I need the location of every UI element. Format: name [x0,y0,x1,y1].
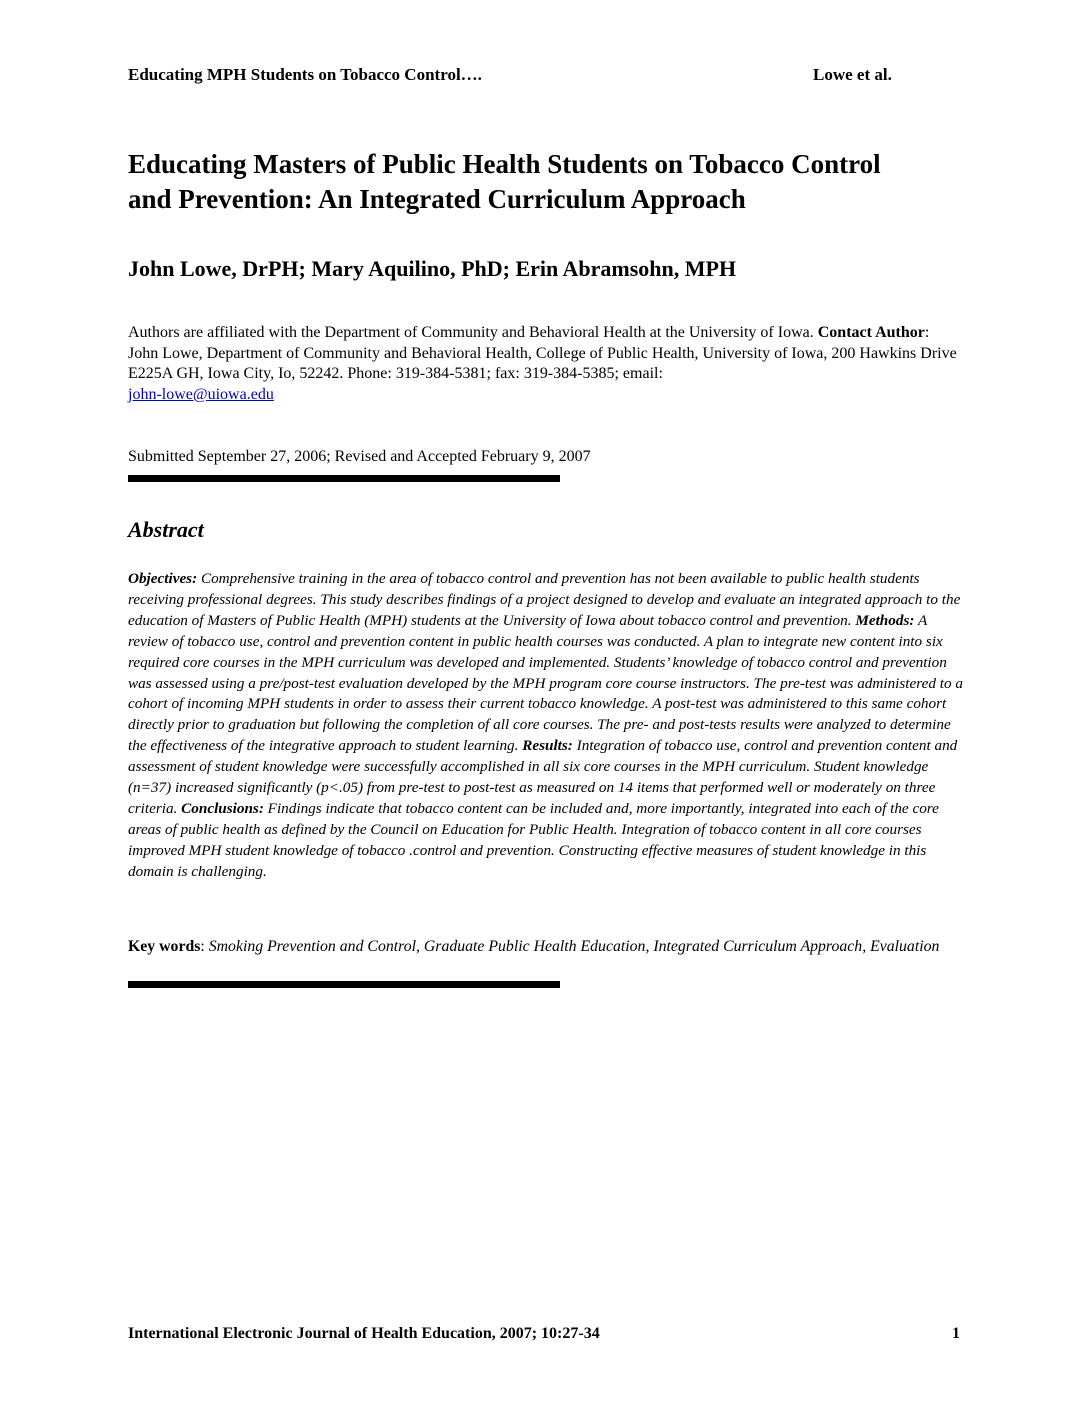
divider-rule-bottom [128,981,560,988]
paper-title-line-1: Educating Masters of Public Health Students on Tobacco Control [128,149,881,179]
conclusions-text: Findings indicate that tobacco content can be included and, more importantly, integrated into each of the core areas of public health as defined by the Council on Education for Public Health. Integration of tobacco content in all core courses improved MPH student knowledge of tobacco .control and prevention. Constructing effective measures of student knowledge in this domain is challenging. [128,799,939,880]
methods-text: A review of tobacco use, control and prevention content in public health courses was conducted. A plan to integrate new content into six required core courses in the MPH curriculum was developed and implemented. Students’ knowledge of tobacco control and prevention was assessed using a pre/post-test evaluation developed by the MPH program core course instructors. The pre-test was administered to a cohort of incoming MPH students in order to assess their current tobacco knowledge. A post-test was administered to this same cohort directly prior to graduation but following the completion of all core courses. The pre- and post-tests results were analyzed to determine the effectiveness of the integrative approach to student learning. [128,611,963,755]
affiliation-block [128,323,958,405]
objectives-label: Objectives: [128,570,198,587]
methods-label: Methods: [855,611,915,629]
submission-dates: Submitted September 27, 2006; Revised and Accepted February 9, 2007 [128,448,591,465]
keywords-separator: : [200,938,209,955]
contact-author-label: Contact Author [817,324,925,341]
keywords-label: Key words [128,938,201,955]
running-header-title: Educating MPH Students on Tobacco Control…. [128,65,482,84]
conclusions-label: Conclusions: [181,799,264,817]
abstract-body [128,569,968,883]
running-header-authors: Lowe et al. [813,65,892,84]
paper-title [128,147,988,217]
email-link[interactable]: john-lowe@uiowa.edu [128,385,274,403]
contact-author-text: : John Lowe, Department of Community and Behavioral Health, College of Public Health, University of Iowa, 200 Hawkins Drive E225A GH, Iowa City, Io, 52242. Phone: 319-384-5381; fax: 319-384-5385; email: [128,324,957,382]
objectives-text: Comprehensive training in the area of tobacco control and prevention has not been available to public health students receiving professional degrees. This study describes findings of a project designed to develop and evaluate an integrated approach to the education of Masters of Public Health (MPH) students at the University of Iowa about tobacco control and prevention. [128,570,961,629]
results-text: Integration of tobacco use, control and prevention content and assessment of student knowledge were successfully accomplished in all six core courses in the MPH curriculum. Student knowledge (n=37) increased significantly (p<.05) from pre-test to post-test as measured on 14 items that performed well or moderately on three criteria. [128,737,958,817]
divider-rule-top [128,475,560,482]
paper-title-line-2: and Prevention: An Integrated Curriculum Approach [128,184,746,214]
journal-citation: International Electronic Journal of Health Education, 2007; 10:27-34 [128,1325,600,1342]
results-label: Results: [522,737,573,755]
keywords-block [128,936,968,957]
author-list: John Lowe, DrPH; Mary Aquilino, PhD; Erin Abramsohn, MPH [128,256,737,281]
keywords-list: Smoking Prevention and Control, Graduate Public Health Education, Integrated Curriculum Approach, Evaluation [208,938,940,955]
page-number: 1 [952,1325,960,1342]
affiliation-text: Authors are affiliated with the Department of Community and Behavioral Health at the University of Iowa. [128,324,814,341]
abstract-heading: Abstract [128,517,204,542]
